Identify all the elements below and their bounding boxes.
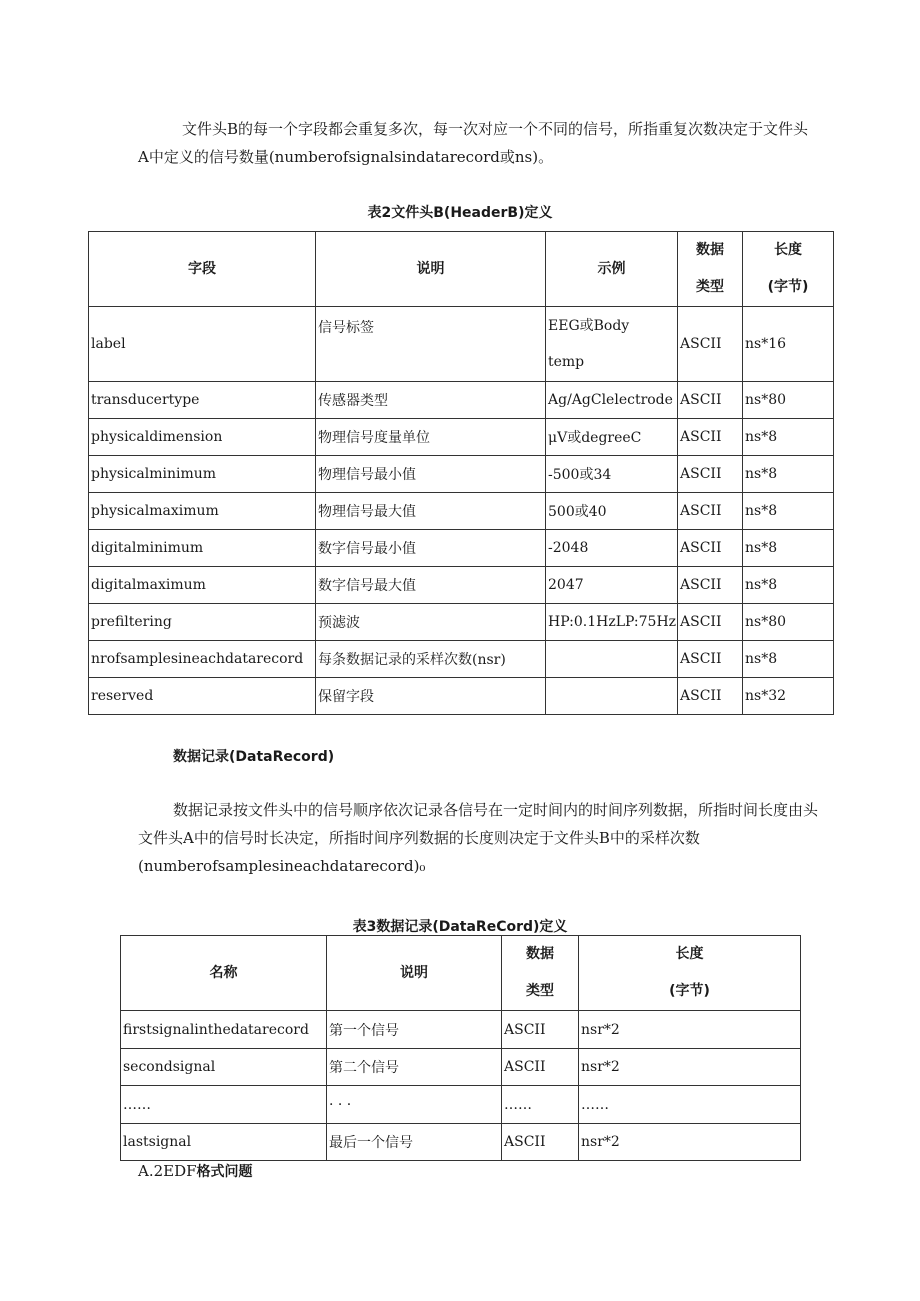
- table2-cell-example: 500或40: [546, 493, 678, 530]
- table2-cell-length: ns*32: [743, 678, 834, 715]
- table3-header-name: 名称: [121, 936, 327, 1011]
- table2-cell-desc: 物理信号最小值: [316, 456, 546, 493]
- table2-cell-field: label: [89, 307, 316, 382]
- table2-cell-example: [546, 678, 678, 715]
- table2-cell-desc: 预滤波: [316, 604, 546, 641]
- table3-cell-name: lastsignal: [121, 1124, 327, 1161]
- table2-header-type-l2: 类型: [696, 279, 724, 295]
- table2-cell-desc: 物理信号最大值: [316, 493, 546, 530]
- table2-header-field: 字段: [89, 232, 316, 307]
- table2-cell-field: physicalmaximum: [89, 493, 316, 530]
- table2-cell-example: [546, 641, 678, 678]
- table2-cell-field: prefiltering: [89, 604, 316, 641]
- table3-header-desc: 说明: [327, 936, 502, 1011]
- table2-cell-example-l1: EEG或Body: [548, 318, 630, 334]
- intro-paragraph: [138, 115, 838, 171]
- table-row: [89, 604, 834, 641]
- table3-cell-length: nsr*2: [579, 1124, 801, 1161]
- table-row: [89, 382, 834, 419]
- table2-cell-field: transducertype: [89, 382, 316, 419]
- table2-cell-type: ASCII: [678, 419, 743, 456]
- table2-cell-length: ns*8: [743, 456, 834, 493]
- datarecord-line-2: 文件头A中的信号时长决定，所指时间序列数据的长度则决定于文件头B中的采样次数: [138, 829, 700, 847]
- table2-cell-length: ns*16: [743, 307, 834, 382]
- next-section-prefix: A.2EDF: [138, 1162, 197, 1180]
- table2-header-length: [743, 232, 834, 307]
- table3-cell-type: ……: [502, 1086, 579, 1124]
- table2-cell-desc: 物理信号度量单位: [316, 419, 546, 456]
- table2-cell-example: Ag/AgClelectrode: [546, 382, 678, 419]
- table2-cell-length: ns*8: [743, 567, 834, 604]
- table3: [120, 935, 801, 1161]
- table2-cell-example: HP:0.1HzLP:75Hz: [546, 604, 678, 641]
- table3-cell-name: ……: [121, 1086, 327, 1124]
- table2-cell-field: digitalminimum: [89, 530, 316, 567]
- table-row: [121, 1011, 801, 1049]
- table3-cell-length: ……: [579, 1086, 801, 1124]
- table-row: [89, 530, 834, 567]
- table2-header-desc: 说明: [316, 232, 546, 307]
- table2-cell-example: -500或34: [546, 456, 678, 493]
- table-row: [89, 641, 834, 678]
- table-row: [121, 1086, 801, 1124]
- table-row: [89, 307, 834, 382]
- table2-cell-example: -2048: [546, 530, 678, 567]
- table3-cell-type: ASCII: [502, 1011, 579, 1049]
- table2-cell-type: ASCII: [678, 530, 743, 567]
- table2-cell-length: ns*8: [743, 419, 834, 456]
- table2-cell-desc: 传感器类型: [316, 382, 546, 419]
- table3-cell-desc: 第二个信号: [327, 1049, 502, 1086]
- table3-header-row: [121, 936, 801, 1011]
- table2-cell-length: ns*8: [743, 641, 834, 678]
- table3-cell-desc: 最后一个信号: [327, 1124, 502, 1161]
- table2-cell-example: [546, 307, 678, 382]
- table3-cell-desc: · · ·: [327, 1086, 502, 1124]
- table2-header-row: [89, 232, 834, 307]
- table2-cell-type: ASCII: [678, 567, 743, 604]
- table2-cell-example: μV或degreeC: [546, 419, 678, 456]
- table2-cell-desc: 信号标签: [316, 307, 546, 382]
- table-row: [89, 493, 834, 530]
- table2-cell-length: ns*8: [743, 493, 834, 530]
- table2-cell-type: ASCII: [678, 604, 743, 641]
- table2-header-example: 示例: [546, 232, 678, 307]
- table2-cell-field: physicalminimum: [89, 456, 316, 493]
- table-row: [89, 678, 834, 715]
- table2-cell-type: ASCII: [678, 307, 743, 382]
- table2-cell-length: ns*80: [743, 382, 834, 419]
- table3-cell-desc: 第一个信号: [327, 1011, 502, 1049]
- table2-header-length-l1: 长度: [774, 242, 802, 258]
- table3-header-type: [502, 936, 579, 1011]
- table3-caption: 表3数据记录(DataReCord)定义: [352, 919, 568, 935]
- table2-cell-example: 2047: [546, 567, 678, 604]
- datarecord-line-1: 数据记录按文件头中的信号顺序依次记录各信号在一定时间内的时间序列数据，所指时间长度由头: [173, 801, 819, 819]
- table3-header-length-l1: 长度: [675, 946, 704, 962]
- table2-cell-type: ASCII: [678, 382, 743, 419]
- table2-cell-type: ASCII: [678, 678, 743, 715]
- table3-header-length: [579, 936, 801, 1011]
- table2-cell-field: physicaldimension: [89, 419, 316, 456]
- table2-cell-field: nrofsamplesineachdatarecord: [89, 641, 316, 678]
- table2-cell-length: ns*8: [743, 530, 834, 567]
- table3-cell-length: nsr*2: [579, 1049, 801, 1086]
- table2-cell-desc: 数字信号最小值: [316, 530, 546, 567]
- table3-cell-name: secondsignal: [121, 1049, 327, 1086]
- table3-cell-type: ASCII: [502, 1124, 579, 1161]
- table2-cell-field: digitalmaximum: [89, 567, 316, 604]
- table3-header-length-l2: (字节): [669, 983, 710, 999]
- next-section-heading: [138, 1161, 253, 1181]
- intro-line-1: 文件头B的每一个字段都会重复多次，每一次对应一个不同的信号，所指重复次数决定于文件头: [182, 120, 809, 138]
- table2-cell-type: ASCII: [678, 641, 743, 678]
- table3-cell-type: ASCII: [502, 1049, 579, 1086]
- table-row: [89, 456, 834, 493]
- table2: [88, 231, 834, 715]
- datarecord-line-3: (numberofsamplesineachdatarecord)₀: [138, 857, 426, 875]
- table3-header-type-l2: 类型: [526, 983, 554, 999]
- next-section-title: 格式问题: [196, 1164, 253, 1180]
- datarecord-heading: 数据记录(DataRecord): [173, 749, 335, 765]
- table2-cell-type: ASCII: [678, 493, 743, 530]
- table2-caption: 表2文件头B(HeaderB)定义: [367, 205, 553, 221]
- table2-cell-desc: 数字信号最大值: [316, 567, 546, 604]
- table2-header-length-l2: (字节): [767, 279, 809, 295]
- intro-line-2: A中定义的信号数量(numberofsignalsindatarecord或ns)。: [138, 148, 554, 166]
- table2-cell-field: reserved: [89, 678, 316, 715]
- table-row: [89, 567, 834, 604]
- table2-cell-type: ASCII: [678, 456, 743, 493]
- table3-cell-length: nsr*2: [579, 1011, 801, 1049]
- datarecord-paragraph: [138, 796, 843, 880]
- table2-cell-desc: 每条数据记录的采样次数(nsr): [316, 641, 546, 678]
- table2-cell-example-l2: temp: [548, 354, 585, 370]
- table2-cell-desc: 保留字段: [316, 678, 546, 715]
- table3-header-type-l1: 数据: [526, 946, 554, 962]
- table-row: [89, 419, 834, 456]
- table2-cell-length: ns*80: [743, 604, 834, 641]
- table2-header-type: [678, 232, 743, 307]
- table-row: [121, 1049, 801, 1086]
- table3-cell-name: firstsignalinthedatarecord: [121, 1011, 327, 1049]
- table-row: [121, 1124, 801, 1161]
- table2-header-type-l1: 数据: [696, 242, 724, 258]
